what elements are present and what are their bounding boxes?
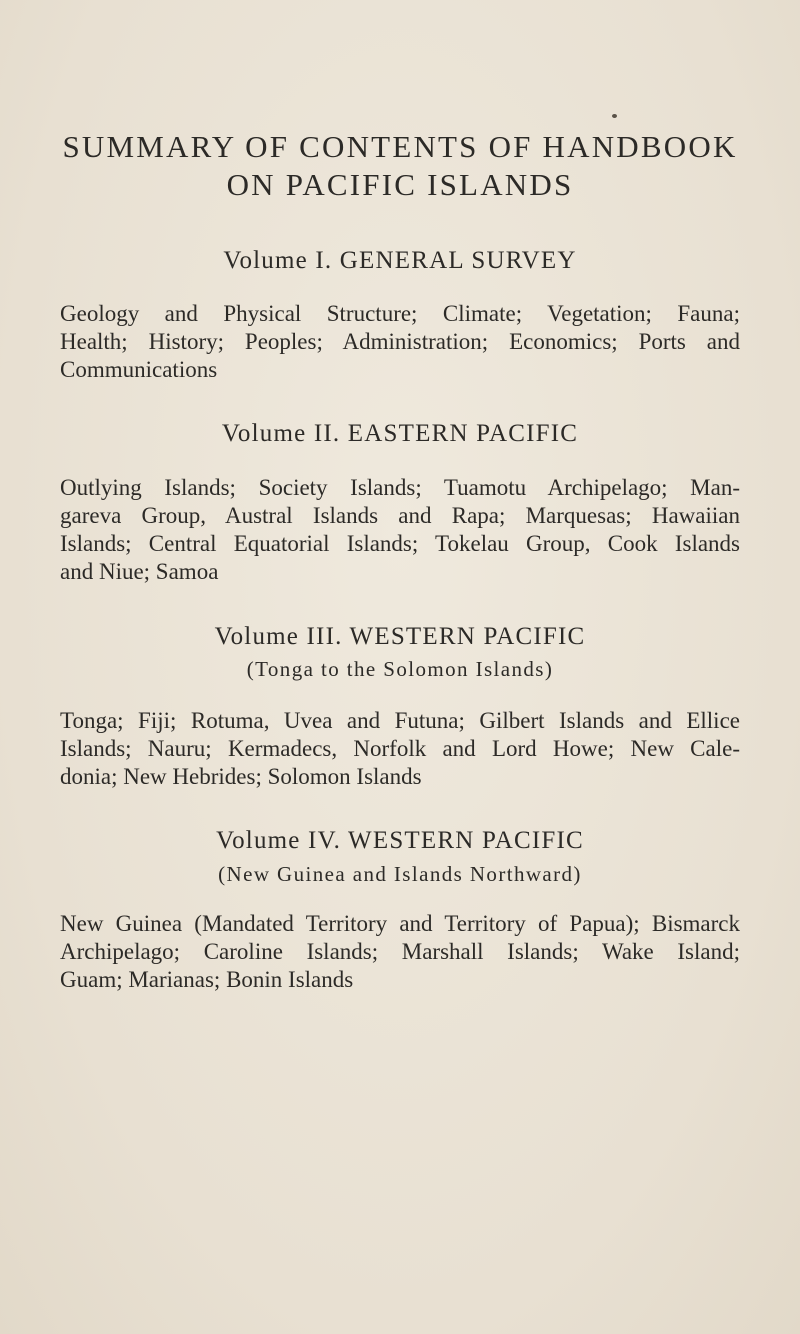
volume-2-line-2: gareva Group, Austral Islands and Rapa; Marquesas; Hawaiian [60, 503, 740, 528]
volume-4-line-2: Archipelago; Caroline Islands; Marshall Islands; Wake Island; [60, 939, 740, 964]
volume-2-heading: Volume II. EASTERN PACIFIC [221, 420, 579, 447]
ink-speck [612, 114, 617, 118]
volume-2-line-1: Outlying Islands; Society Islands; Tuamotu Archipelago; Man- [60, 475, 740, 500]
title-line-2: ON PACIFIC ISLANDS [226, 167, 574, 202]
volume-3-line-2: Islands; Nauru; Kermadecs, Norfolk and Lord Howe; New Cale- [60, 736, 740, 761]
volume-3-contents [60, 707, 740, 791]
volume-3-heading: Volume III. WESTERN PACIFIC [214, 623, 586, 650]
volume-1-line-1: Geology and Physical Structure; Climate; Vegetation; Fauna; [60, 301, 740, 326]
volume-3-line-3: donia; New Hebrides; Solomon Islands [60, 764, 422, 789]
title-line-1: SUMMARY OF CONTENTS OF HANDBOOK [62, 129, 738, 164]
volume-2-line-3: Islands; Central Equatorial Islands; Tokelau Group, Cook Islands [60, 531, 740, 556]
volume-4-contents [60, 910, 740, 994]
volume-4-line-1: New Guinea (Mandated Territory and Territory of Papua); Bismarck [60, 911, 740, 936]
volume-4-subheading: (New Guinea and Islands Northward) [218, 862, 582, 886]
volume-1-line-2: Health; History; Peoples; Administration; Economics; Ports and [60, 329, 740, 354]
volume-1-heading: Volume I. GENERAL SURVEY [223, 247, 577, 274]
volume-4-heading: Volume IV. WESTERN PACIFIC [216, 827, 584, 854]
volume-3-subheading: (Tonga to the Solomon Islands) [246, 657, 554, 681]
document-title [0, 128, 800, 204]
volume-1-contents [60, 300, 740, 384]
volume-2-contents [60, 474, 740, 586]
volume-3-line-1: Tonga; Fiji; Rotuma, Uvea and Futuna; Gilbert Islands and Ellice [60, 708, 740, 733]
volume-1-line-3: Communications [60, 357, 218, 382]
volume-2-line-4: and Niue; Samoa [60, 559, 219, 584]
volume-4-line-3: Guam; Marianas; Bonin Islands [60, 967, 354, 992]
